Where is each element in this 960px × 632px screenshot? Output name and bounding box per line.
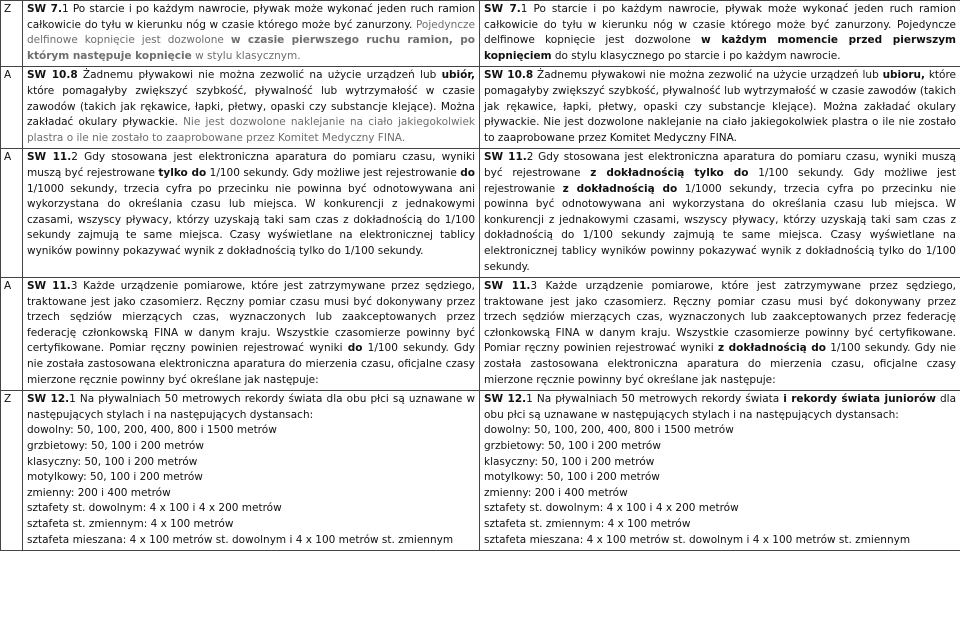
distance-line: sztafety st. dowolnym: 4 x 100 i 4 x 200 metrów (27, 502, 282, 515)
rule-text-segment: SW 11. (27, 151, 72, 164)
rule-text-segment: 1/1000 sekundy, trzecia cyfra po przecinku nie powinna być odnotowywana ani wykorzystana do określania czasu lub miejsca. W konkurencji z jednakowymi czasami, wszyscy pływacy, którzy uzyskają taki sam czas z dokładnością do 1/100 sekundy zajmują te same miejsca. Czasy wyświetlane na elektronicznej tablicy wyników powinny pokazywać wynik z dokładnością tylko do 1/100 sekundy. (27, 182, 475, 257)
rule-text-segment: z dokładnością do (717, 342, 826, 355)
distance-line: sztafeta st. zmiennym: 4 x 100 metrów (484, 518, 691, 530)
rule-text-segment: SW 11. (484, 280, 531, 293)
rule-text-segment: 1/100 sekundy. Gdy możliwe jest rejestrowanie (484, 166, 956, 195)
rule-text (484, 279, 956, 388)
new-rule-cell (480, 391, 960, 551)
new-rule-cell (480, 67, 960, 149)
rule-text (27, 68, 475, 146)
change-code-cell: Z (1, 1, 23, 67)
rule-text-segment: w stylu klasycznym. (191, 49, 301, 62)
rule-text-segment: 1/100 sekundy. Gdy nie została zastosowana elektroniczna aparatura do mierzenia czasu, oficjalne czasy mierzone ręcznie powinny być określane jak następuje: (27, 342, 475, 386)
rule-text (484, 2, 956, 64)
rule-text-segment: które pomagałyby zwiększyć szybkość, pływalność lub wytrzymałość w czasie zawodów (takich jak rękawice, łapki, płetwy, opaski czy substancje klejące). Można zakładać okulary pływackie. (27, 84, 475, 129)
distance-line: sztafeta mieszana: 4 x 100 metrów st. dowolnym i 4 x 100 metrów st. zmiennym (27, 533, 454, 546)
rule-text (27, 392, 475, 423)
rule-text-segment: 1/1000 sekundy, trzecia cyfra po przecinku nie powinna być odnotowywana ani wykorzystana do określania czasu lub miejsca. W konkurencji z jednakowymi czasami, wszyscy pływacy, którzy uzyskają taki sam czas z dokładnością do 1/100 sekundy zajmują te same miejsca. Czasy wyświetlane na elektronicznej tablicy wyników powinny pokazywać wynik z dokładnością tylko do 1/100 sekundy. (484, 182, 956, 273)
rule-text-segment: i rekordy świata juniorów (783, 393, 936, 406)
distance-line: motylkowy: 50, 100 i 200 metrów (27, 471, 203, 484)
rule-text-segment: które pomagałyby zwiększyć szybkość, pływalność lub wytrzymałość w czasie zawodów (takich jak rękawice, łapki, płetwy, opaski czy substancje klejące). Można zakładać okulary pływackie. Nie jest dozwolone naklejanie na ciało jakiegokolwiek plastra o ile nie zostało to zaaprobowane przez Komitet Medyczny FINA. (484, 69, 956, 144)
rule-text-segment: w czasie pierwszego ruchu ramion, po którym następuje kopnięcie (27, 34, 475, 62)
rule-text-segment: ubiór, (441, 69, 475, 82)
new-rule-cell (480, 1, 960, 67)
rule-text (484, 68, 956, 146)
distance-line: dowolny: 50, 100, 200, 400, 800 i 1500 metrów (27, 424, 277, 437)
rule-text-segment: 1/100 sekundy. Gdy nie została zastosowana elektroniczna aparatura do mierzenia czasu, oficjalne czasy mierzone ręcznie powinny być określane jak następuje: (484, 342, 957, 386)
rule-text-segment: SW 7. (27, 3, 62, 15)
distance-line: sztafeta st. zmiennym: 4 x 100 metrów (27, 518, 234, 530)
old-rule-cell (23, 391, 480, 551)
rule-text-segment: 1 Na pływalniach 50 metrowych rekordy świata (526, 393, 784, 406)
comparison-table-body (1, 1, 960, 551)
rule-text-segment: Pojedyncze delfinowe kopnięcie jest dozwolone (27, 18, 475, 47)
table-row (1, 149, 960, 278)
distance-line: grzbietowy: 50, 100 i 200 metrów (484, 440, 661, 453)
rule-text-segment: 2 Gdy stosowana jest elektroniczna aparatura do pomiaru czasu, wyniki muszą być rejestrowane (27, 151, 475, 179)
rule-text-segment: Nie jest dozwolone naklejanie na ciało jakiegokolwiek plastra o ile nie zostało to zaaprobowane przez Komitet Medyczny FINA. (27, 116, 475, 144)
rule-text-segment: SW 11. (484, 151, 527, 164)
table-row (1, 278, 960, 391)
old-rule-cell (23, 1, 480, 67)
table-row (1, 391, 960, 551)
distance-line: sztafety st. dowolnym: 4 x 100 i 4 x 200 metrów (484, 502, 739, 515)
rule-text-segment: Żadnemu pływakowi nie można zezwolić na użycie urządzeń lub (533, 69, 883, 82)
distance-line: motylkowy: 50, 100 i 200 metrów (484, 471, 660, 484)
rule-text-segment: SW 7. (484, 3, 521, 15)
table-row (1, 1, 960, 67)
distance-line: klasyczny: 50, 100 i 200 metrów (27, 455, 198, 468)
rule-text-segment: 3 Każde urządzenie pomiarowe, które jest zatrzymywane przez sędziego, traktowane jest jako czasomierz. Ręczny pomiar czasu musi być dokonywany przez trzech sędziów mierzących czas, wyznaczonych lub zaakceptowanych przez federację członkowską FINA w danym kraju. Wszystkie czasomierze powinny być certyfikowane. Pomiar ręczny powinien rejestrować wyniki (27, 280, 475, 355)
change-code-cell: A (1, 149, 23, 278)
change-code-cell: Z (1, 391, 23, 551)
rule-text (484, 150, 956, 275)
rule-text-segment: w każdym momencie przed pierwszym kopnięciem (484, 34, 956, 62)
rule-text-segment: SW 10.8 (484, 69, 534, 82)
rule-text (27, 279, 475, 388)
rule-text-segment: ubioru, (882, 69, 926, 82)
rule-text-segment: tylko do (158, 166, 207, 179)
new-rule-cell (480, 149, 960, 278)
rule-text-segment: do stylu klasycznego po starcie i po każdym nawrocie. (551, 49, 841, 62)
rule-text-segment: 1 Na pływalniach 50 metrowych rekordy świata dla obu płci są uznawane w następujących stylach i na następujących dystansach: (27, 393, 475, 421)
rule-text-segment: 1 Po starcie i po każdym nawrocie, pływak może wykonać jeden ruch ramion całkowicie do tyłu w kierunku nóg w czasie którego może być zanurzony. Pojedyncze delfinowe kopnięcie jest dozwolone (484, 3, 956, 47)
rule-text (27, 150, 475, 259)
rule-text-segment: z dokładnością tylko do (590, 166, 749, 179)
rule-text-segment: do (347, 342, 363, 355)
rule-text-segment: SW 11. (27, 280, 71, 293)
rule-text-segment: 1 Po starcie i po każdym nawrocie, pływak może wykonać jeden ruch ramion całkowicie do tyłu w kierunku nóg w czasie którego może być zanurzony. (27, 3, 475, 31)
distance-line: grzbietowy: 50, 100 i 200 metrów (27, 440, 204, 453)
old-rule-cell (23, 67, 480, 149)
rule-text-segment: SW 12. (484, 393, 527, 406)
rule-text (484, 392, 956, 423)
rule-text-segment: z dokładnością do (562, 182, 678, 195)
rule-text-segment: SW 10.8 (27, 69, 78, 82)
change-code-cell: A (1, 67, 23, 149)
distance-line: zmienny: 200 i 400 metrów (27, 486, 171, 499)
rule-text-segment: Żadnemu pływakowi nie można zezwolić na użycie urządzeń lub (77, 69, 442, 82)
distance-line: sztafeta mieszana: 4 x 100 metrów st. dowolnym i 4 x 100 metrów st. zmiennym (484, 533, 911, 546)
table-row (1, 67, 960, 149)
rule-text-segment: 3 Każde urządzenie pomiarowe, które jest zatrzymywane przez sędziego, traktowane jest jako czasomierz. Ręczny pomiar czasu musi być dokonywany przez trzech sędziów mierzących czas, wyznaczonych lub zaakceptowanych przez federację członkowską FINA w danym kraju. Wszystkie czasomierze powinny być certyfikowane. Pomiar ręczny powinien rejestrować wyniki (484, 280, 957, 355)
old-rule-cell (23, 278, 480, 391)
old-rule-cell (23, 149, 480, 278)
rule-text-segment: do (460, 166, 475, 179)
rule-text-segment: SW 12. (27, 393, 70, 406)
rule-text-segment: 2 Gdy stosowana jest elektroniczna aparatura do pomiaru czasu, wyniki muszą być rejestrowane (484, 151, 956, 179)
distance-line: dowolny: 50, 100, 200, 400, 800 i 1500 metrów (484, 424, 734, 437)
rule-text-segment: dla obu płci są uznawane w następujących stylach i na następujących dystansach: (484, 393, 957, 421)
distance-line: klasyczny: 50, 100 i 200 metrów (484, 455, 655, 468)
rule-text-segment: 1/100 sekundy. Gdy możliwe jest rejestrowanie (206, 166, 461, 179)
change-code-cell: A (1, 278, 23, 391)
new-rule-cell (480, 278, 960, 391)
distance-line: zmienny: 200 i 400 metrów (484, 486, 628, 499)
rule-text (27, 2, 475, 64)
